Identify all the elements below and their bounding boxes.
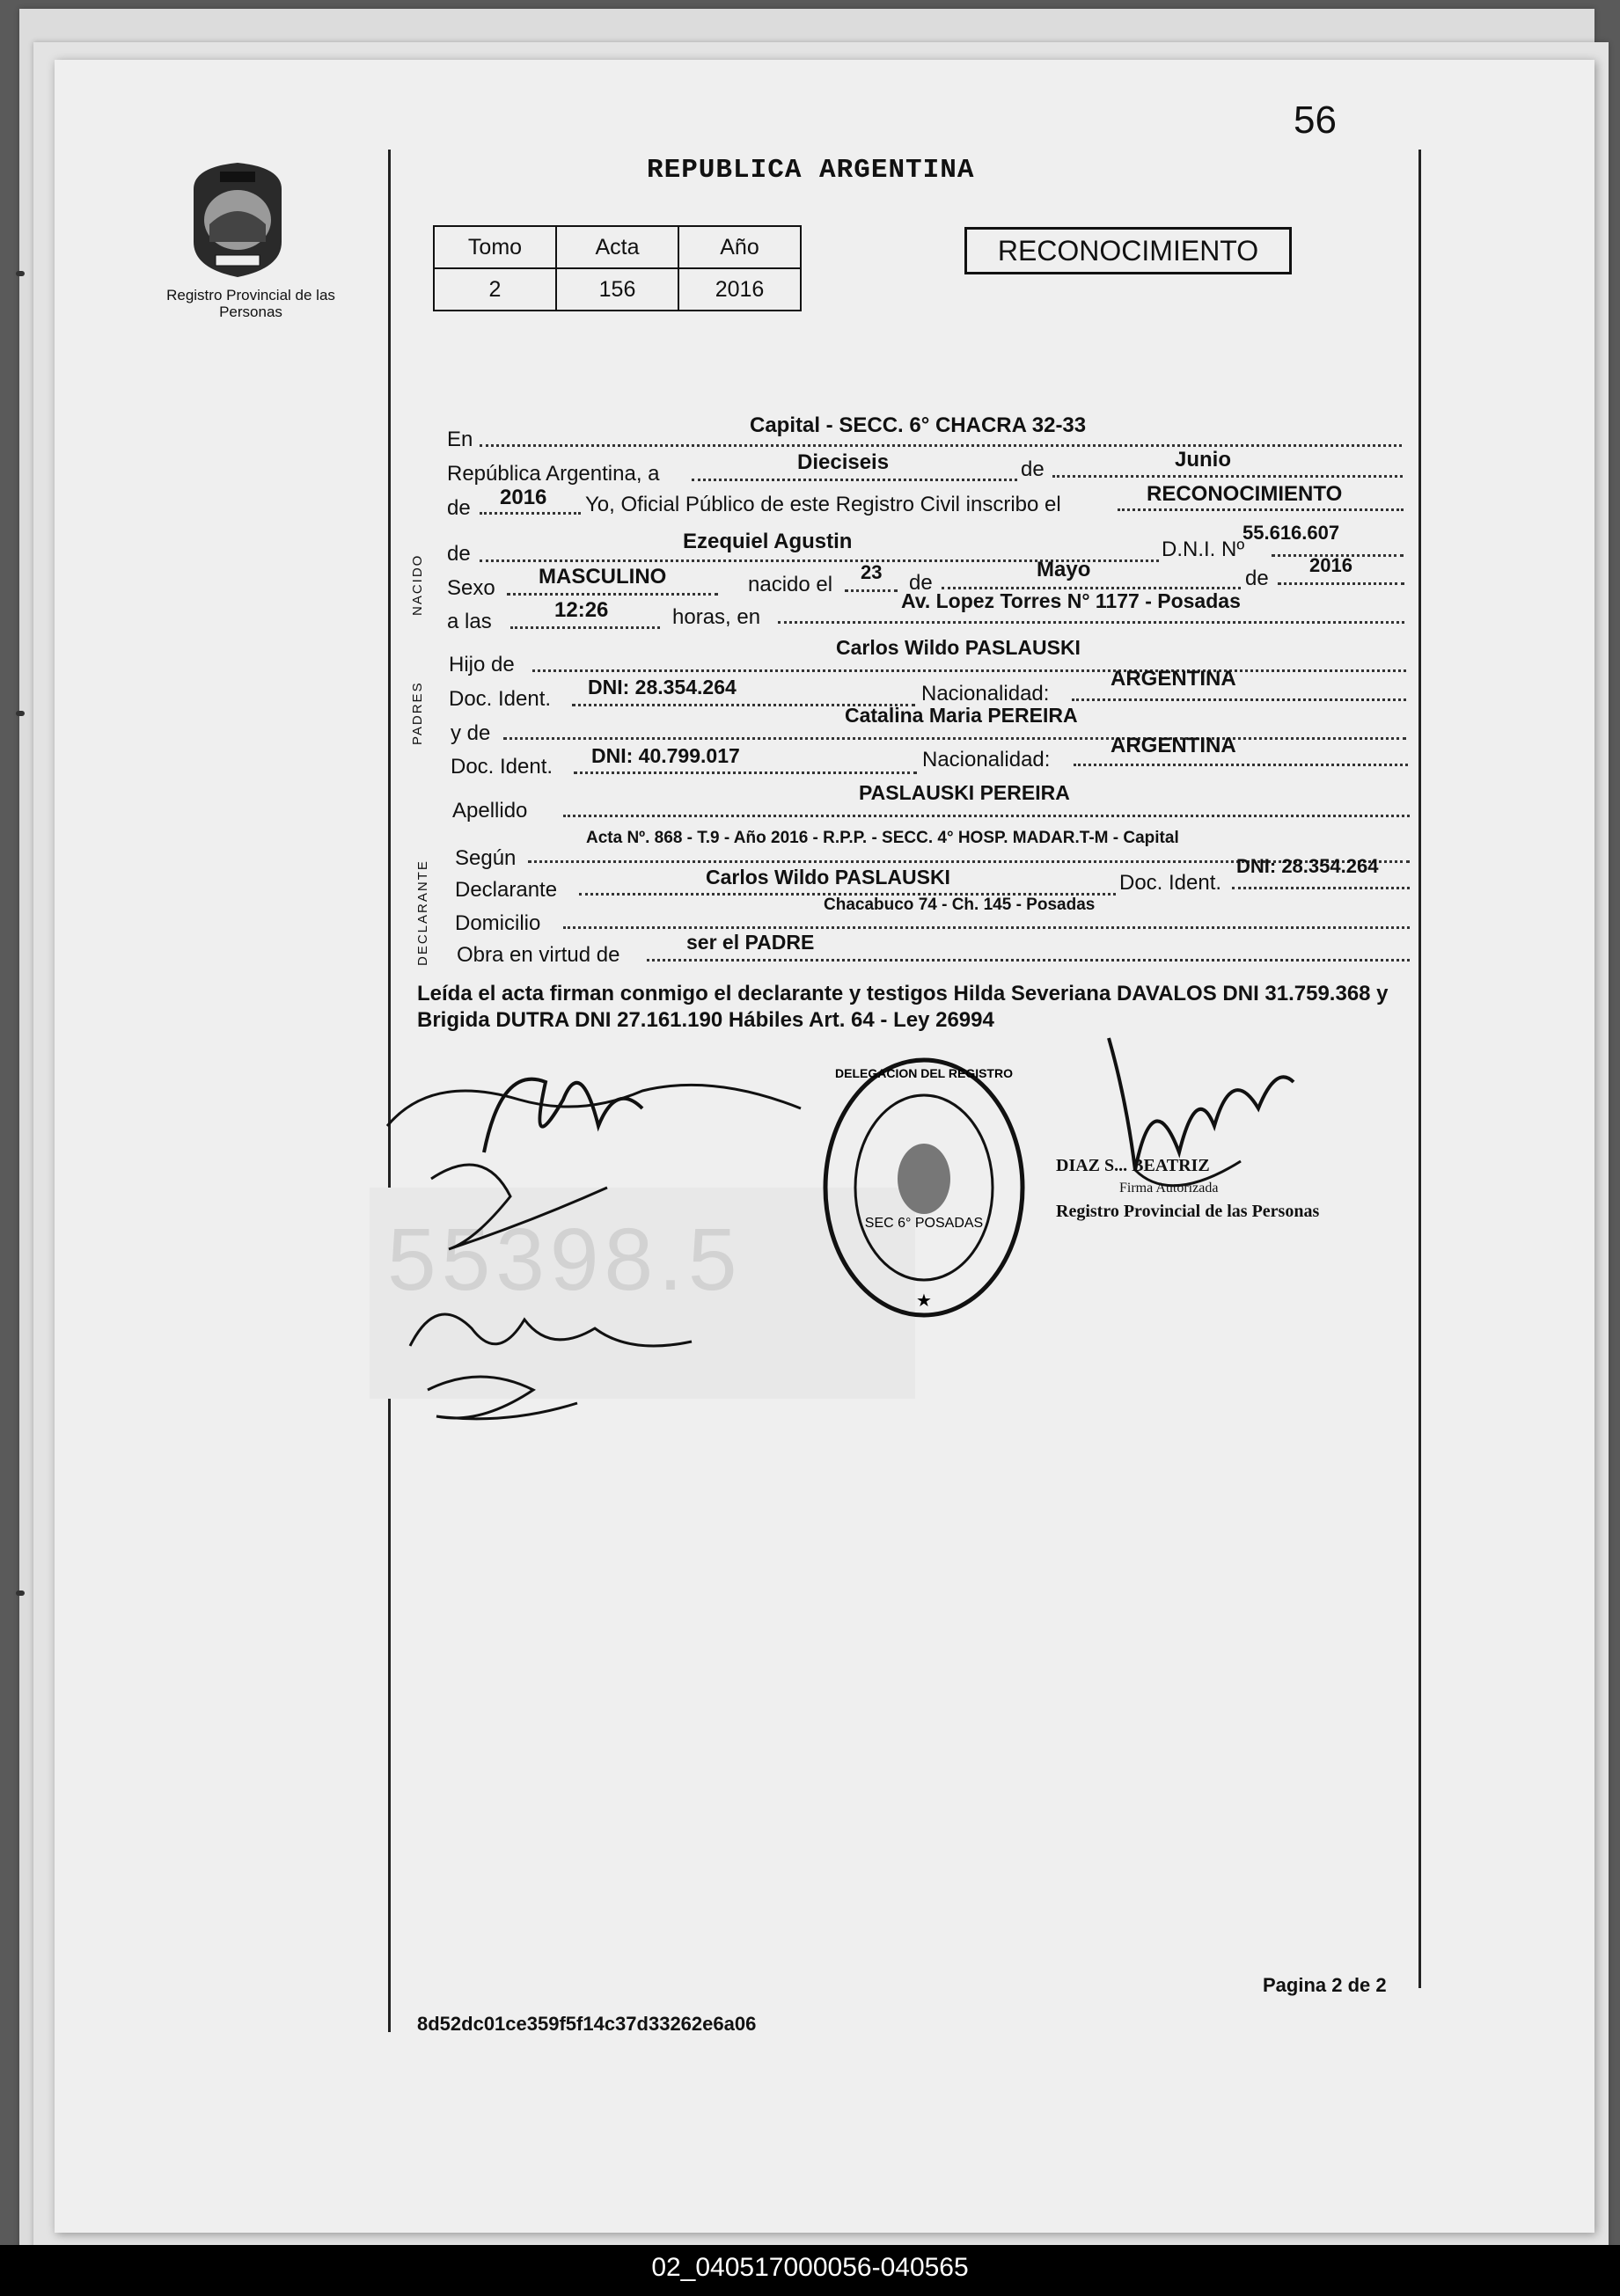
svg-text:DELEGACION DEL REGISTRO: DELEGACION DEL REGISTRO [835, 1066, 1013, 1080]
dotted-line [1074, 764, 1408, 766]
dotted-line [532, 669, 1406, 672]
value-mother-nationality: ARGENTINA [1111, 734, 1236, 757]
label-de: de [1021, 457, 1045, 481]
label-de: de [909, 571, 933, 595]
punch-mark [16, 271, 25, 276]
seal-caption: Registro Provincial de las Personas [166, 287, 335, 320]
value-mother-doc: DNI: 40.799.017 [591, 744, 740, 767]
value-birth-day: 23 [861, 561, 883, 583]
label-alas: a las [447, 610, 492, 633]
table-header: Acta [556, 226, 678, 268]
label-doc-ident: Doc. Ident. [451, 755, 553, 779]
table-cell: 2 [434, 268, 556, 311]
declarant-signature [378, 1047, 818, 1276]
label-declarante: Declarante [455, 878, 558, 902]
value-inscription-type: RECONOCIMIENTO [1147, 482, 1343, 506]
label-nacionalidad: Nacionalidad: [921, 682, 1050, 706]
value-reference-act: Acta Nº. 868 - T.9 - Año 2016 - R.P.P. - SECC. 4° HOSP. MADAR.T-M - Capital [586, 829, 1179, 847]
dotted-line [647, 959, 1410, 962]
svg-text:SEC 6° POSADAS: SEC 6° POSADAS [864, 1216, 984, 1231]
official-stamp [1056, 1154, 1319, 1223]
document-hash: 8d52dc01ce359f5f14c37d33262e6a06 [417, 2013, 757, 2035]
value-father-doc: DNI: 28.354.264 [588, 676, 737, 698]
official-stamp-line: DIAZ S... BEATRIZ [1056, 1156, 1210, 1175]
scan-footer-id: 02_040517000056-040565 [651, 2253, 969, 2282]
label-doc-ident: Doc. Ident. [1119, 871, 1222, 895]
dotted-line [563, 926, 1410, 929]
dotted-line [507, 593, 718, 596]
label-dni: D.N.I. Nº [1162, 537, 1245, 561]
value-declarant-name: Carlos Wildo PASLAUSKI [706, 866, 950, 888]
label-horas: horas, en [672, 605, 761, 629]
value-year: 2016 [500, 486, 547, 509]
witness-signature [401, 1293, 718, 1443]
official-stamp-line: Firma Autorizada [1119, 1181, 1219, 1196]
table-cell: 2016 [678, 268, 801, 311]
value-address: Chacabuco 74 - Ch. 145 - Posadas [824, 896, 1096, 914]
label-domicilio: Domicilio [455, 911, 541, 935]
side-label-nacido: NACIDO [410, 553, 425, 616]
label-republica: República Argentina, a [447, 462, 660, 486]
punch-mark [16, 711, 25, 716]
side-label-padres: PADRES [410, 681, 425, 745]
dotted-line [510, 626, 660, 629]
label-official: Yo, Oficial Público de este Registro Civil inscribo el [585, 493, 1061, 516]
act-type-box: RECONOCIMIENTO [964, 227, 1292, 274]
page-of: Pagina 2 de 2 [1263, 1974, 1387, 1996]
label-nacionalidad: Nacionalidad: [922, 748, 1051, 771]
official-stamp-line: Registro Provincial de las Personas [1056, 1202, 1320, 1221]
dotted-line [692, 479, 1017, 481]
table-cell: 156 [556, 268, 678, 311]
right-rule [1418, 150, 1421, 1988]
side-label-declarante: DECLARANTE [415, 859, 430, 966]
value-father-name: Carlos Wildo PASLAUSKI [836, 636, 1081, 659]
value-birth-month: Mayo [1037, 558, 1091, 581]
value-declarant-doc: DNI: 28.354.264 [1236, 855, 1379, 877]
value-father-nationality: ARGENTINA [1111, 667, 1236, 691]
value-capacity: ser el PADRE [686, 931, 815, 954]
label-doc-ident: Doc. Ident. [449, 687, 552, 711]
value-sex: MASCULINO [539, 565, 667, 589]
svg-text:★: ★ [916, 1291, 932, 1311]
dotted-line [1052, 475, 1403, 478]
table-header: Tomo [434, 226, 556, 268]
label-de: de [1245, 567, 1269, 590]
table-header: Año [678, 226, 801, 268]
dotted-line [1118, 508, 1404, 511]
label-de: de [447, 496, 471, 520]
value-surname: PASLAUSKI PEREIRA [859, 781, 1070, 804]
dotted-line [503, 737, 1406, 740]
dotted-line [480, 444, 1402, 447]
label-apellido: Apellido [452, 799, 528, 823]
dotted-line [563, 815, 1410, 817]
value-birth-place: Av. Lopez Torres N° 1177 - Posadas [901, 589, 1241, 612]
value-birth-time: 12:26 [554, 598, 609, 622]
label-nacido: nacido el [748, 573, 833, 596]
label-obra: Obra en virtud de [457, 943, 620, 967]
reference-table [433, 225, 802, 311]
dotted-line [480, 512, 581, 515]
closing-statement: Leída el acta firman conmigo el declarante y testigos Hilda Severiana DAVALOS DNI 31.759.368 y Brigida DUTRA DNI 27.161.190 Hábiles Art. 64 - Ley 26994 [417, 982, 1389, 1032]
value-place-act: Capital - SECC. 6° CHACRA 32-33 [750, 413, 1087, 437]
value-child-name: Ezequiel Agustin [683, 530, 853, 553]
registry-stamp [818, 1051, 1030, 1324]
punch-mark [16, 1590, 25, 1596]
value-child-dni: 55.616.607 [1242, 522, 1340, 544]
dotted-line [1072, 698, 1406, 701]
province-seal-logo [167, 145, 308, 286]
value-day: Dieciseis [797, 450, 890, 474]
value-birth-year: 2016 [1309, 554, 1352, 576]
value-month: Junio [1175, 448, 1231, 472]
value-mother-name: Catalina Maria PEREIRA [845, 704, 1078, 727]
label-en: En [447, 428, 473, 451]
page-number: 56 [1294, 99, 1337, 142]
faded-number: 55398.5 [387, 1210, 743, 1309]
label-segun: Según [455, 846, 517, 870]
label-hijo: Hijo de [449, 653, 515, 676]
label-sexo: Sexo [447, 576, 495, 600]
label-yde: y de [451, 721, 491, 745]
dotted-line [574, 771, 917, 774]
document-title: REPUBLICA ARGENTINA [647, 155, 975, 186]
dotted-line [1232, 887, 1410, 889]
label-de: de [447, 542, 471, 566]
dotted-line [778, 621, 1404, 624]
dotted-line [1278, 582, 1404, 585]
dotted-line [845, 589, 898, 592]
